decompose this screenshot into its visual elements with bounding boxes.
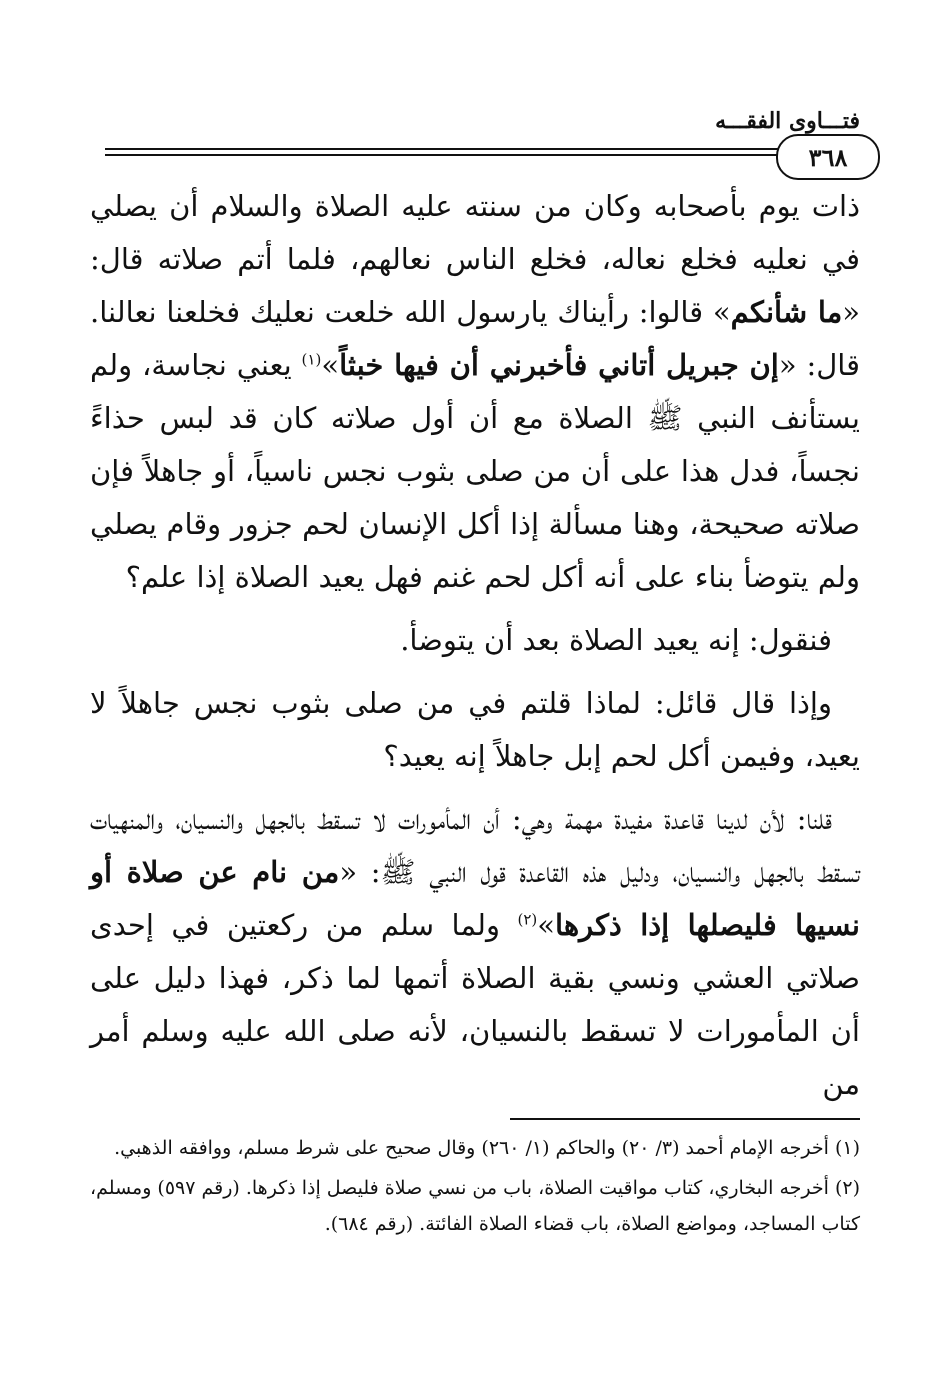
- footnotes: [90, 1130, 860, 1242]
- page-number-badge: ٣٦٨: [776, 134, 880, 180]
- footnote-ref: (١): [301, 350, 322, 369]
- footnote-separator: [510, 1118, 860, 1120]
- paragraph-3: وإذا قال قائل: لماذا قلتم في من صلى بثوب نجس جاهلاً لا يعيد، وفيمن أكل لحم إبل جاهلاً إنه يعيد؟: [90, 686, 860, 773]
- header-rule-double: [105, 154, 820, 156]
- text-run: يعني نجاسة، ولم يستأنف النبي ﷺ الصلاة مع أن أول صلاته كان قد لبس حذاءً نجساً، فدل هذا على أن من صلى بثوب نجس ناسياً، أو جاهلاً فإن صلاته صحيحة، وهنا مسألة إذا أكل الإنسان لحم جزور وقام يصلي ولم يتوضأ بناء على أنه أكل لحم غنم فهل يعيد الصلاة إذا علم؟: [90, 348, 860, 594]
- paragraph-4: [90, 793, 860, 1111]
- text-run: »: [537, 908, 555, 942]
- text-run: »: [321, 348, 340, 382]
- hadith-quote: ما شأنكم: [730, 295, 843, 329]
- footnote-1: (١) أخرجه الإمام أحمد (٣/ ٢٠) والحاكم (١/ ٢٦٠) وقال صحيح على شرط مسلم، ووافقه الذهبي.: [114, 1137, 860, 1159]
- text-run: ولما سلم من ركعتين في إحدى صلاتي العشي ونسي بقية الصلاة أتمها لما ذكر، فهذا دليل على أن المأمورات لا تسقط بالنسيان، لأنه صلى الله عليه وسلم أمر من: [90, 908, 860, 1101]
- hadith-quote: إن جبريل أتاني فأخبرني أن فيها خبثاً: [339, 348, 779, 382]
- text-run: ذات يوم بأصحابه وكان من سنته عليه الصلاة والسلام أن يصلي في نعليه فخلع نعاله، فخلع الناس نعالهم، فلما أتم صلاته قال: «: [90, 189, 860, 329]
- text-run: » قالوا: رأيناك يارسول الله خلعت نعليك فخلعنا نعالنا. قال: «: [90, 295, 860, 382]
- footnote-ref: (٢): [517, 910, 538, 929]
- hadith-quote: من نام عن صلاة أو نسيها فليصلها إذا ذكرها: [90, 855, 860, 942]
- running-header-title: فتـــاوى الفقـــه: [715, 108, 860, 134]
- footnote-2: (٢) أخرجه البخاري، كتاب مواقيت الصلاة، باب من نسي صلاة فليصل إذا ذكرها. (رقم ٥٩٧) ومسلم، كتاب المساجد، ومواضع الصلاة، باب قضاء الصلاة الفائتة. (رقم ٦٨٤).: [90, 1177, 860, 1235]
- text-run: قلنا: لأن لدينا قاعدة مفيدة مهمة وهي: أن المأمورات لا تسقط بالجهل والنسيان، والمنهيات تسقط بالجهل والنسيان، ودليل هذه القاعدة قول النبي ﷺ: «: [90, 802, 860, 889]
- paragraph-1: [90, 180, 860, 604]
- paragraph-2: فنقول: إنه يعيد الصلاة بعد أن يتوضأ.: [400, 623, 832, 657]
- header-rule: [105, 148, 820, 150]
- main-text: [90, 180, 860, 1111]
